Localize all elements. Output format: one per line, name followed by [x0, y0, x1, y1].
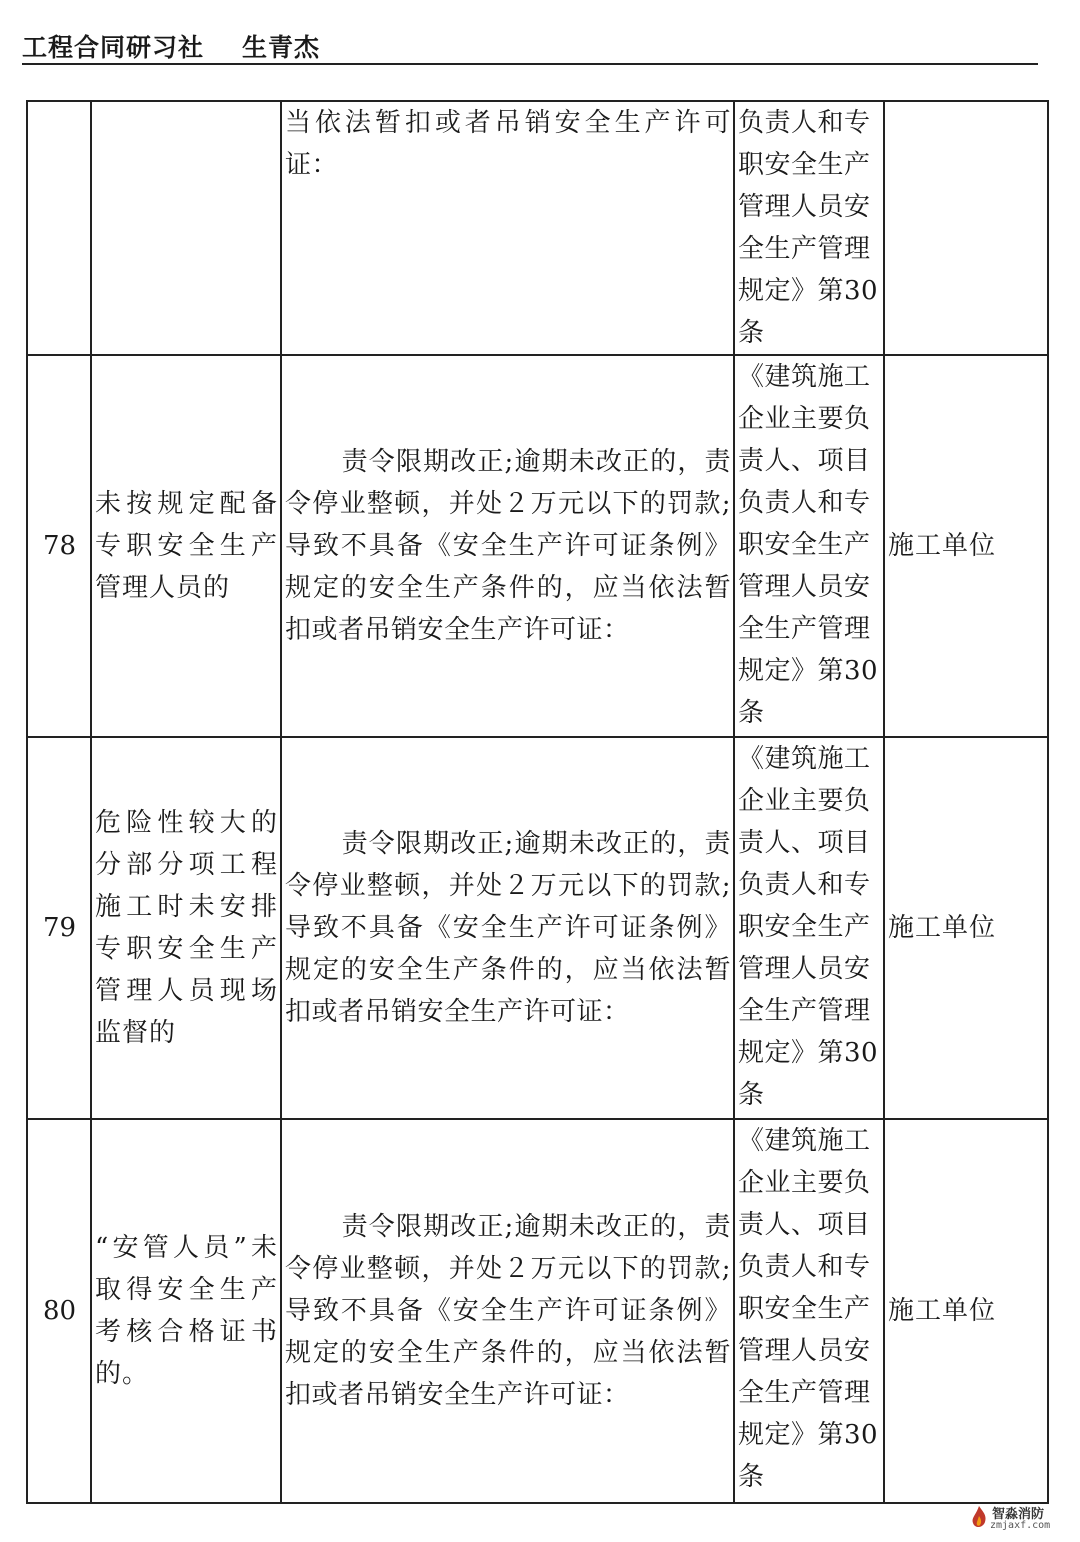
header-author: 生青杰 — [242, 33, 321, 62]
row-subject: 施工单位 — [884, 1119, 1048, 1503]
row-penalty — [281, 1119, 734, 1503]
row-number — [27, 101, 91, 355]
table-row — [27, 737, 1048, 1119]
page-header — [22, 28, 320, 64]
row-legal-basis: 负责人和专职安全生产管理人员安全生产管理规定》第30条 — [734, 101, 884, 355]
table-row — [27, 101, 1048, 355]
row-penalty: 当依法暂扣或者吊销安全生产许可证： — [281, 101, 734, 355]
penalty-table — [26, 100, 1049, 1504]
row-penalty-text: 责令限期改正;逾期未改正的，责令停业整顿，并处２万元以下的罚款;导致不具备《安全生产许可证条例》规定的安全生产条件的，应当依法暂扣或者吊销安全生产许可证： — [285, 447, 731, 645]
table-row — [27, 355, 1048, 737]
row-subject — [884, 101, 1048, 355]
row-penalty-text: 责令限期改正;逾期未改正的，责令停业整顿，并处２万元以下的罚款;导致不具备《安全生产许可证条例》规定的安全生产条件的，应当依法暂扣或者吊销安全生产许可证： — [285, 829, 731, 1027]
watermark-url: zmjaxf.com — [990, 1520, 1051, 1531]
row-description — [91, 101, 281, 355]
header-org: 工程合同研习社 — [22, 33, 205, 62]
table-row — [27, 1119, 1048, 1503]
watermark — [968, 1503, 1050, 1537]
header-rule — [22, 63, 1038, 65]
row-number: 79 — [27, 737, 91, 1119]
row-number: 78 — [27, 355, 91, 737]
row-description: 未按规定配备专职安全生产管理人员的 — [91, 355, 281, 737]
watermark-name: 智淼消防 — [992, 1507, 1045, 1522]
row-description: 危险性较大的分部分项工程施工时未安排专职安全生产管理人员现场监督的 — [91, 737, 281, 1119]
row-legal-basis: 《建筑施工企业主要负责人、项目负责人和专职安全生产管理人员安全生产管理规定》第30条 — [734, 737, 884, 1119]
row-penalty — [281, 355, 734, 737]
row-legal-basis: 《建筑施工企业主要负责人、项目负责人和专职安全生产管理人员安全生产管理规定》第30条 — [734, 1119, 884, 1503]
row-penalty-text: 责令限期改正;逾期未改正的，责令停业整顿，并处２万元以下的罚款;导致不具备《安全生产许可证条例》规定的安全生产条件的，应当依法暂扣或者吊销安全生产许可证： — [285, 1212, 731, 1410]
row-number: 80 — [27, 1119, 91, 1503]
row-description: “安管人员”未取得安全生产考核合格证书的。 — [91, 1119, 281, 1503]
row-subject: 施工单位 — [884, 355, 1048, 737]
row-subject: 施工单位 — [884, 737, 1048, 1119]
flame-logo-icon — [968, 1505, 990, 1531]
row-penalty — [281, 737, 734, 1119]
row-legal-basis: 《建筑施工企业主要负责人、项目负责人和专职安全生产管理人员安全生产管理规定》第30条 — [734, 355, 884, 737]
